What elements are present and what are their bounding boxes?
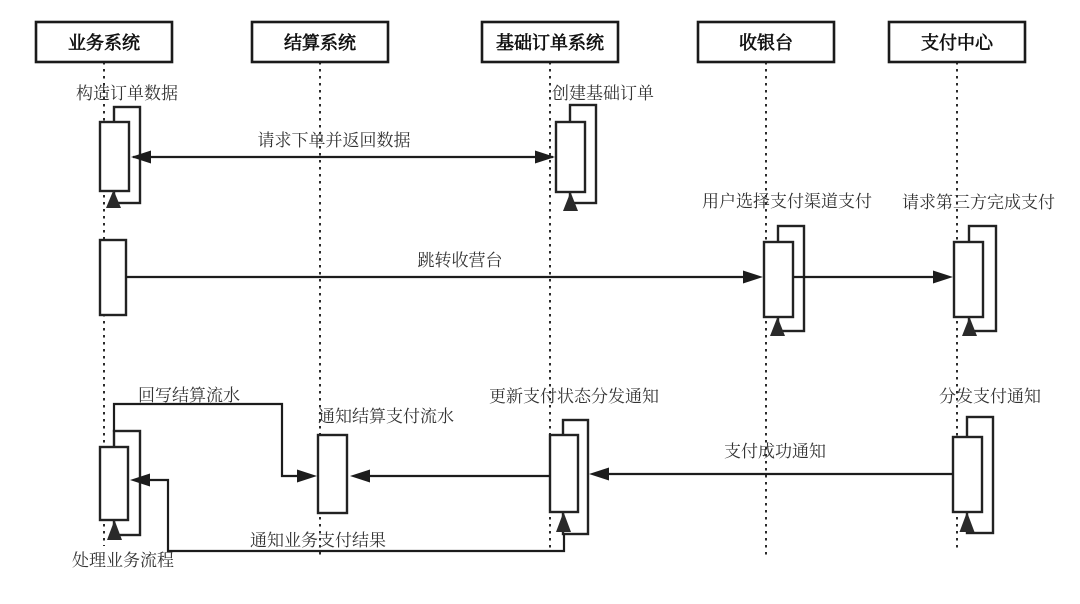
activation-base-order-row3 (550, 435, 578, 512)
label-notify-settlement-flow: 通知结算支付流水 (318, 407, 454, 426)
actor-label-payment-center: 支付中心 (921, 33, 993, 53)
arrowhead-request-third-party (933, 271, 953, 284)
arrowhead-right-request-order-return (535, 151, 555, 164)
label-jump-to-cashier: 跳转收营台 (417, 251, 503, 270)
label-create-base-order: 创建基础订单 (552, 84, 654, 103)
actor-box-payment-center (889, 22, 1025, 62)
label-request-order-return: 请求下单并返回数据 (257, 131, 411, 150)
actor-label-base-order-system: 基础订单系统 (496, 33, 604, 53)
activation-base-order-row1 (556, 122, 585, 192)
activation-payment-center-row3 (953, 437, 982, 512)
actor-label-cashier-desk: 收银台 (739, 33, 793, 53)
message-path-write-back-settlement (114, 404, 300, 476)
arrowhead-notify-settlement-flow (350, 470, 370, 483)
actor-label-business-system: 业务系统 (68, 33, 140, 53)
label-write-back-settlement: 回写结算流水 (138, 386, 240, 405)
label-dispatch-pay-notice: 分发支付通知 (939, 387, 1041, 406)
arrowhead-pay-success-notice (589, 468, 609, 481)
label-notify-business-result: 通知业务支付结果 (250, 531, 386, 550)
label-request-third-party: 请求第三方完成支付 (902, 193, 1055, 212)
activation-settlement-row3 (318, 435, 347, 513)
activation-payment-center-row2 (954, 242, 983, 317)
label-handle-business-flow: 处理业务流程 (72, 551, 174, 570)
actor-box-base-order-system (482, 22, 618, 62)
actor-box-business-system (36, 22, 172, 62)
label-pay-success-notice: 支付成功通知 (724, 442, 826, 461)
arrowhead-write-back-settlement (297, 470, 317, 483)
activation-cashier-row2 (764, 242, 793, 317)
label-build-order-data: 构造订单数据 (76, 84, 178, 103)
actor-box-cashier-desk (698, 22, 834, 62)
label-user-choose-channel: 用户选择支付渠道支付 (702, 192, 872, 211)
activation-business-row2 (100, 240, 126, 315)
actor-label-settlement-system: 结算系统 (284, 33, 356, 53)
activation-business-row3 (100, 447, 128, 520)
label-update-status-dispatch: 更新支付状态分发通知 (489, 387, 659, 406)
arrowhead-jump-to-cashier (743, 271, 763, 284)
activation-business-row1 (100, 122, 129, 191)
actor-box-settlement-system (252, 22, 388, 62)
